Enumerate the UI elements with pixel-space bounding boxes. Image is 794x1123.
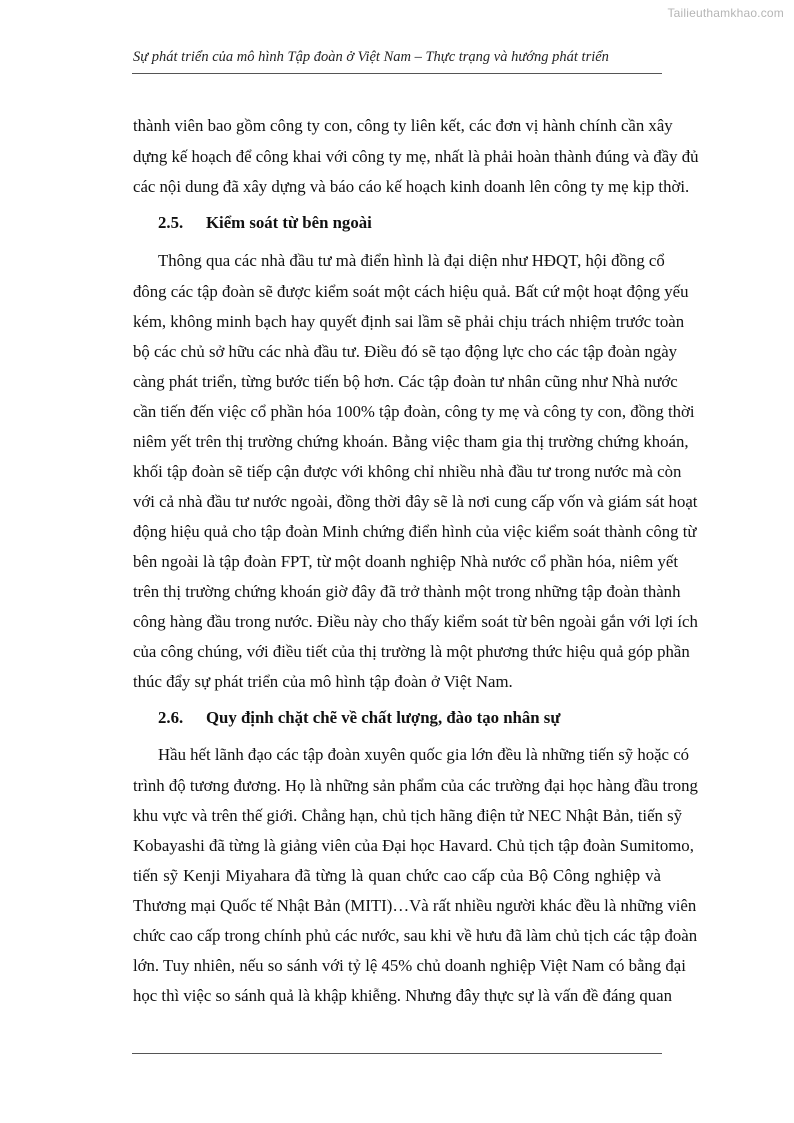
body-line: học thì việc so sánh quả là khập khiễng. Nhưng đây thực sự là vấn đề đáng quan [133, 986, 672, 1005]
body-line: trình độ tương đương. Họ là những sản phẩm của các trường đại học hàng đầu trong [133, 776, 698, 795]
body-line: chức cao cấp trong chính phủ các nước, sau khi về hưu đã làm chủ tịch các tập đoàn [133, 926, 698, 945]
body-line: kém, không minh bạch hay quyết định sai lầm sẽ phải chịu trách nhiệm trước toàn [133, 312, 685, 331]
body-line: niêm yết trên thị trường chứng khoán. Bằng việc tham gia thị trường chứng khoán, [133, 432, 689, 451]
section-title: Quy định chặt chẽ về chất lượng, đào tạo nhân sự [206, 708, 561, 727]
body-line: Thương mại Quốc tế Nhật Bản (MITI)…Và rất nhiều người khác đều là những viên [133, 896, 697, 915]
body-line: bên ngoài là tập đoàn FPT, từ một doanh nghiệp Nhà nước cổ phần hóa, niêm yết [133, 552, 678, 571]
body-line: bộ các chủ sở hữu các nhà đầu tư. Điều đó sẽ tạo động lực cho các tập đoàn ngày [133, 342, 678, 361]
section-number: 2.6. [158, 708, 184, 727]
body-line: lớn. Tuy nhiên, nếu so sánh với tỷ lệ 45% chủ doanh nghiệp Việt Nam có bằng đại [133, 956, 686, 975]
section-heading-2-6 [158, 708, 560, 728]
body-line: dựng kế hoạch để công khai với công ty mẹ, nhất là phải hoàn thành đúng và đầy đủ [133, 147, 699, 166]
body-line: công hàng đầu trong nước. Điều này cho thấy kiểm soát từ bên ngoài gắn với lợi ích [133, 612, 698, 631]
body-line: khu vực và trên thế giới. Chẳng hạn, chủ tịch hãng điện tử NEC Nhật Bản, tiến sỹ [133, 806, 683, 825]
body-line: tiến sỹ Kenji Miyahara đã từng là quan chức cao cấp của Bộ Công nghiệp và [133, 866, 661, 885]
running-header: Sự phát triển của mô hình Tập đoàn ở Việt Nam – Thực trạng và hướng phát triển [133, 49, 609, 65]
body-line: của công chúng, với điều tiết của thị trường là một phương thức hiệu quả góp phần [133, 642, 690, 661]
body-line: đông các tập đoàn sẽ được kiểm soát một cách hiệu quả. Bất cứ một hoạt động yếu [133, 282, 689, 301]
header-rule [132, 73, 662, 74]
watermark: Tailieuthamkhao.com [667, 6, 784, 20]
body-line: động hiệu quả cho tập đoàn Minh chứng điển hình của việc kiểm soát thành công từ [133, 522, 697, 541]
footer-rule [132, 1053, 662, 1054]
body-line: Kobayashi đã từng là giảng viên của Đại học Havard. Chủ tịch tập đoàn Sumitomo, [133, 836, 694, 855]
body-line: càng phát triển, từng bước tiến bộ hơn. Các tập đoàn tư nhân cũng như Nhà nước [133, 372, 678, 391]
section-heading-2-5 [158, 213, 372, 233]
body-line: khối tập đoàn sẽ tiếp cận được với không chỉ nhiều nhà đầu tư trong nước mà còn [133, 462, 682, 481]
body-line: cần tiến đến việc cổ phần hóa 100% tập đoàn, công ty mẹ và công ty con, đồng thời [133, 402, 695, 421]
body-line: thành viên bao gồm công ty con, công ty liên kết, các đơn vị hành chính cần xây [133, 116, 673, 135]
body-line: các nội dung đã xây dựng và báo cáo kế hoạch kinh doanh lên công ty mẹ kịp thời. [133, 177, 690, 196]
body-line: với cả nhà đầu tư nước ngoài, đồng thời đây sẽ là nơi cung cấp vốn và giám sát hoạt [133, 492, 698, 511]
body-line: Hầu hết lãnh đạo các tập đoàn xuyên quốc gia lớn đều là những tiến sỹ hoặc có [158, 745, 690, 764]
body-line: Thông qua các nhà đầu tư mà điển hình là đại diện như HĐQT, hội đồng cổ [158, 251, 665, 270]
body-line: thúc đẩy sự phát triển của mô hình tập đoàn ở Việt Nam. [133, 672, 513, 691]
section-title: Kiểm soát từ bên ngoài [206, 213, 372, 232]
body-line: trên thị trường chứng khoán giờ đây đã trở thành một trong những tập đoàn thành [133, 582, 681, 601]
section-number: 2.5. [158, 213, 184, 232]
